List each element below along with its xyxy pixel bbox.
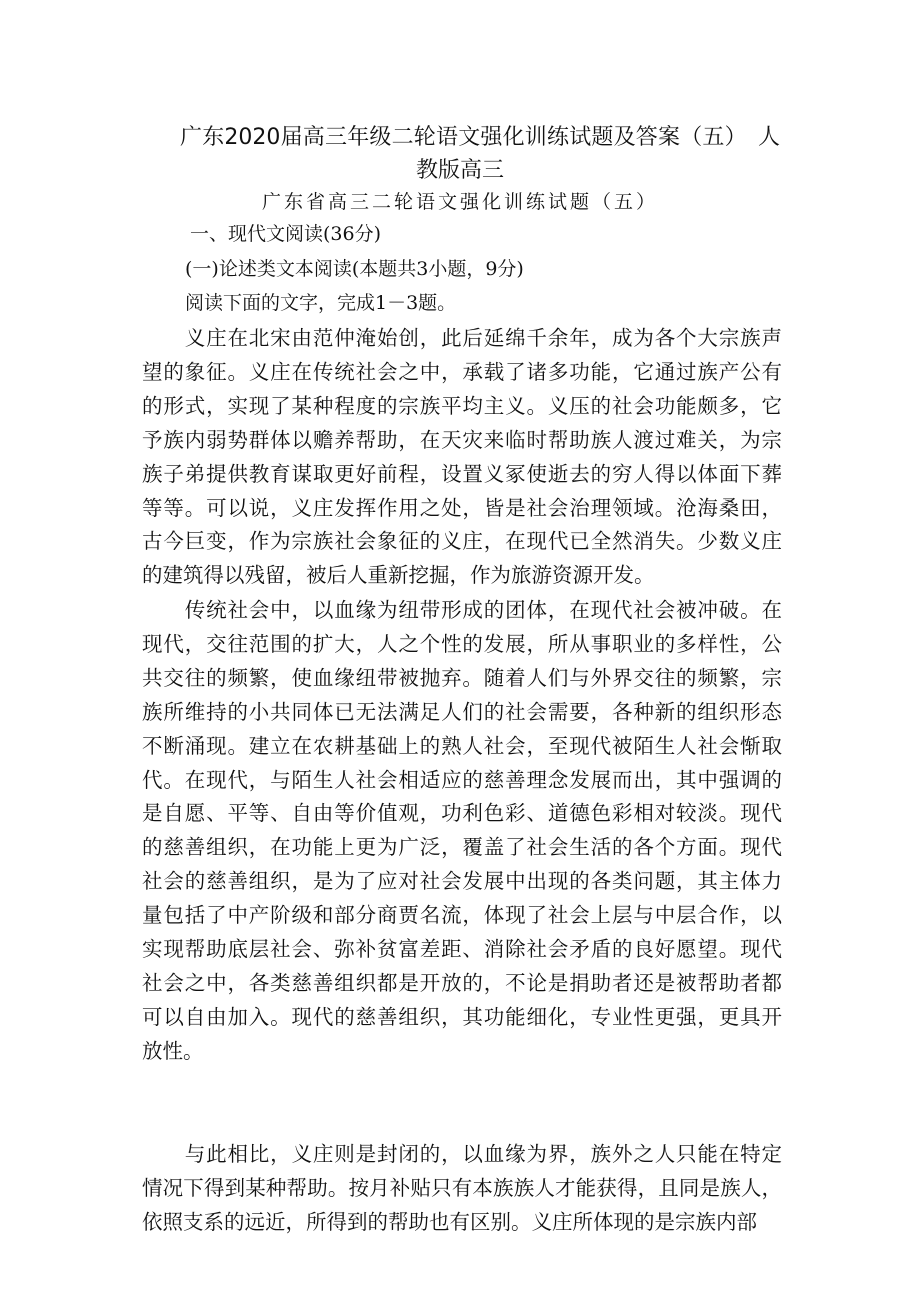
paragraph-line: 现代，交往范围的扩大，人之个性的发展，所从事职业的多样性，公: [142, 631, 782, 656]
paragraph-line: 古今巨变，作为宗族社会象征的义庄，在现代已全然消失。少数义庄: [142, 529, 782, 554]
section-heading: 一、现代文阅读(36分): [190, 223, 382, 245]
paragraph-line: 代。在现代，与陌生人社会相适应的慈善理念发展而出，其中强调的: [142, 767, 782, 792]
document-subtitle: 广东省高三二轮语文强化训练试题（五）: [261, 191, 658, 213]
paragraph-line: 实现帮助底层社会、弥补贫富差距、消除社会矛盾的良好愿望。现代: [142, 937, 782, 961]
paragraph-line: 情况下得到某种帮助。按月补贴只有本族族人才能获得，且同是族人，: [142, 1175, 782, 1200]
paragraph-line: 传统社会中，以血缘为纽带形成的团体，在现代社会被冲破。在: [142, 598, 782, 622]
paragraph-line: 共交往的频繁，使血缘纽带被抛弃。随着人们与外界交往的频繁，宗: [142, 665, 782, 690]
paragraph-line: 社会之中，各类慈善组织都是开放的，不论是捐助者还是被帮助者都: [142, 970, 782, 995]
paragraph-line: 是自愿、平等、自由等价值观，功利色彩、道德色彩相对较淡。现代: [142, 801, 782, 826]
paragraph-line: 量包括了中产阶级和部分商贾名流，体现了社会上层与中层合作，以: [142, 903, 782, 928]
paragraph-line: 予族内弱势群体以赡养帮助，在天灾来临时帮助族人渡过难关，为宗: [142, 427, 782, 452]
subsection-heading: (一)论述类文本阅读(本题共3小题，9分): [185, 258, 524, 280]
paragraph-line: 依照支系的远近，所得到的帮助也有区别。义庄所体现的是宗族内部: [142, 1209, 757, 1234]
paragraph-line: 义庄在北宋由范仲淹始创，此后延绵千余年，成为各个大宗族声: [142, 326, 782, 350]
instruction-text: 阅读下面的文字，完成1－3题。: [185, 292, 457, 314]
document-title-line-1: 广东2020届高三年级二轮语文强化训练试题及答案（五） 人: [180, 125, 780, 150]
paragraph-line: 族子弟提供教育谋取更好前程，设置义冢使逝去的穷人得以体面下葬: [142, 461, 782, 486]
paragraph-line: 不断涌现。建立在农耕基础上的熟人社会，至现代被陌生人社会惭取: [142, 733, 782, 758]
paragraph-line: 族所维持的小共同体已无法满足人们的社会需要，各种新的组织形态: [142, 699, 782, 724]
paragraph-line: 的形式，实现了某种程度的宗族平均主义。义压的社会功能颇多，它: [142, 393, 782, 418]
paragraph-line: 社会的慈善组织，是为了应对社会发展中出现的各类问题，其主体力: [142, 869, 782, 894]
paragraph-line: 与此相比，义庄则是封闭的，以血缘为界，族外之人只能在特定: [142, 1142, 782, 1166]
paragraph-line: 放性。: [142, 1038, 204, 1063]
document-title-line-2: 教版高三: [415, 158, 504, 183]
paragraph-line: 望的象征。义庄在传统社会之中，承载了诸多功能，它通过族产公有: [142, 359, 782, 384]
paragraph-line: 等等。可以说，义庄发挥作用之处，皆是社会治理领域。沧海桑田，: [142, 495, 782, 520]
paragraph-line: 的慈善组织，在功能上更为广泛，覆盖了社会生活的各个方面。现代: [142, 835, 782, 860]
paragraph-line: 的建筑得以残留，被后人重新挖掘，作为旅游资源开发。: [142, 563, 655, 588]
paragraph-line: 可以自由加入。现代的慈善组织，其功能细化，专业性更强，更具开: [142, 1004, 782, 1029]
